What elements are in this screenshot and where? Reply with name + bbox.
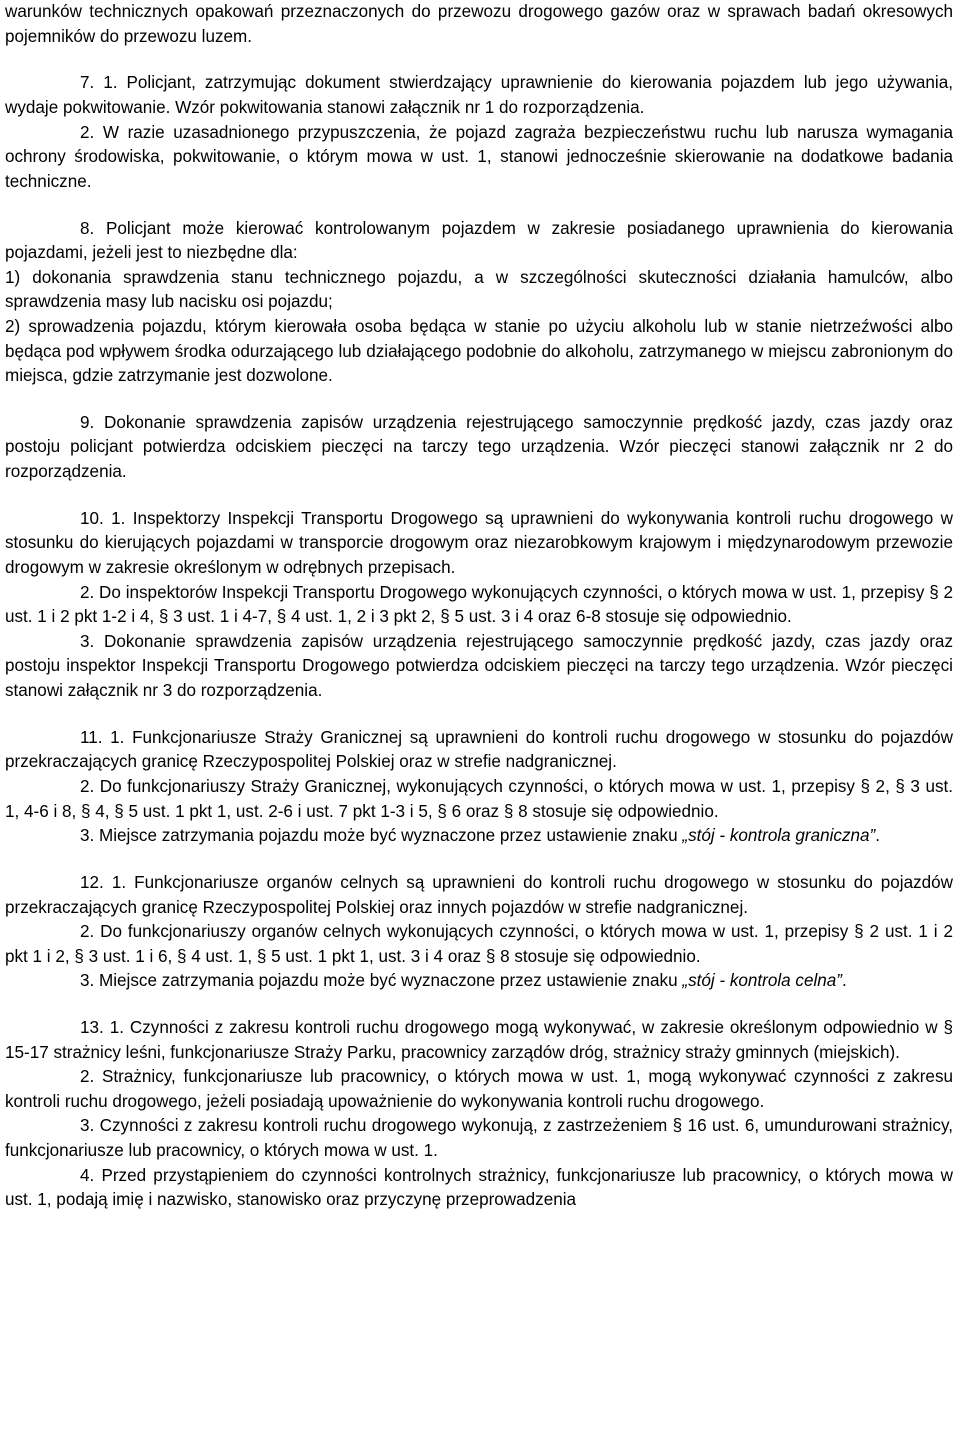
paragraph-text: § 5 ust. 1 pkt 1, ust. 3 i 4 oraz <box>256 946 486 966</box>
paragraph-p12_1 <box>5 871 953 920</box>
paragraph-text: 2. Do funkcjonariuszy organów celnych wykonujących czynności, o których mowa w ust. 1, przepisy <box>80 922 855 942</box>
paragraph-p12_2 <box>5 920 953 969</box>
paragraph-text: 2) sprowadzenia pojazdu, którym kierowała osoba będąca w stanie po użyciu alkoholu lub w stanie nietrzeźwości albo będąca pod wpływem środka odurzającego lub działającego podobnie do alkoholu, zatrzymanego w miejscu zabronionym do miejsca, gdzie zatrzymanie jest dozwolone. <box>5 316 953 386</box>
paragraph-text: 8. Policjant może kierować kontrolowanym pojazdem w zakresie posiadanego uprawnienia do kierowania pojazdami, jeżeli jest to niezbędne dla: <box>5 218 953 263</box>
paragraph-text: § 2 ust. 1 i 2 pkt 1 i 2, <box>5 922 953 966</box>
paragraph-text: § 5 ust. 3 i 4 oraz 6-8 stosuje się odpowiednio. <box>440 607 792 627</box>
paragraph-text: § 4 ust. 1, <box>177 946 257 966</box>
paragraph-text: 2. Do inspektorów Inspekcji Transportu Drogowego wykonujących czynności, o których mowa w ust. 1, przepisy <box>80 582 930 602</box>
paragraph-text: § 3 ust. 1, 4-6 i 8, <box>5 776 953 821</box>
paragraph-p8_1 <box>5 266 953 315</box>
paragraph-p11_1 <box>5 726 953 775</box>
paragraph-p9 <box>5 411 953 485</box>
paragraph-text: § 15-17 strażnicy leśni, funkcjonariusze Straży Parku, pracownicy zarządów dróg, strażnicy straży gminnych (miejskich). <box>5 1018 953 1062</box>
paragraph-text: § 2 ust. 1 i 2 pkt 1-2 i 4, <box>5 582 954 627</box>
paragraph-p7_2 <box>5 121 953 195</box>
paragraph-text: § 2, <box>860 776 896 796</box>
paragraph-text: § 4 ust. 1, 2 i 3 pkt 2, <box>276 607 441 627</box>
paragraph-p13_1 <box>5 1016 953 1065</box>
paragraph-p10_2 <box>5 581 953 630</box>
paragraph-p11_2 <box>5 775 953 824</box>
paragraph-text: 10. 1. Inspektorzy Inspekcji Transportu Drogowego są uprawnieni do wykonywania kontroli ruchu drogowego w stosunku do kierujących pojazdami w transporcie drogowym oraz niezarobkowym krajowym i międzynarodowym przewozie drogowym w zakresie określonym w odrębnych przepisach. <box>5 508 953 578</box>
paragraph-text: § 3 ust. 1 i 6, <box>74 946 177 966</box>
paragraph-text: § 16 ust. 6, umundurowani strażnicy, funkcjonariusze lub pracownicy, o których mowa w ust. 1. <box>5 1116 953 1161</box>
paragraph-text: . <box>841 971 847 991</box>
paragraph-text: 4. Przed przystąpieniem do czynności kontrolnych strażnicy, funkcjonariusze lub pracownicy, o których mowa w ust. 1, podają imię i nazwisko, stanowisko oraz przyczynę przeprowadzenia <box>5 1165 953 1210</box>
paragraph-p13_4 <box>5 1164 953 1213</box>
paragraph-text: warunków technicznych opakowań przeznaczonych do przewozu drogowego gazów oraz w sprawach badań okresowych pojemników do przewozu luzem. <box>5 2 953 46</box>
paragraph-text: 13. 1. Czynności z zakresu kontroli ruchu drogowego mogą wykonywać, w zakresie określonym odpowiednio w <box>80 1018 944 1038</box>
paragraph-text: 3. Miejsce zatrzymania pojazdu może być wyznaczone przez ustawienie znaku <box>80 826 683 846</box>
paragraph-text: 3. Dokonanie sprawdzenia zapisów urządzenia rejestrującego samoczynnie prędkość jazdy, czas jazdy oraz postoju inspektor Inspekcji Transportu Drogowego potwierdza odciskiem pieczęci na tarczy tego urządzenia. Wzór pieczęci stanowi załącznik nr 3 do rozporządzenia. <box>5 631 953 700</box>
paragraph-text: § 3 ust. 1 i 4-7, <box>158 607 277 627</box>
paragraph-text: 2. Strażnicy, funkcjonariusze lub pracownicy, o których mowa w ust. 1, mogą wykonywać czynności z zakresu kontroli ruchu drogowego, jeżeli posiadają upoważnienie do wykonywania kontroli ruchu drogowego. <box>5 1067 953 1111</box>
italic-sign-text: „stój - kontrola celna” <box>682 971 842 991</box>
paragraph-p8 <box>5 217 953 266</box>
paragraph-p11_3 <box>5 824 953 849</box>
paragraph-text: 11. 1. Funkcjonariusze Straży Granicznej są uprawnieni do kontroli ruchu drogowego w stosunku do pojazdów przekraczających granicę Rzeczypospolitej Polskiej oraz w strefie nadgranicznej. <box>5 727 953 772</box>
paragraph-p13_2 <box>5 1065 953 1114</box>
paragraph-p12_3 <box>5 969 953 994</box>
paragraph-p13_3 <box>5 1114 953 1163</box>
paragraph-p7_1 <box>5 71 953 120</box>
paragraph-p10_3 <box>5 630 953 704</box>
paragraph-p10_1 <box>5 507 953 581</box>
paragraph-text: 12. 1. Funkcjonariusze organów celnych są uprawnieni do kontroli ruchu drogowego w stosunku do pojazdów przekraczających granicę Rzeczypospolitej Polskiej oraz innych pojazdów w strefie nadgranicznej. <box>5 872 953 917</box>
paragraph-p8_2 <box>5 315 953 389</box>
paragraph-text: § 4, <box>81 801 115 821</box>
paragraph-text: 7. 1. Policjant, zatrzymując dokument stwierdzający uprawnienie do kierowania pojazdem lub jego używania, wydaje pokwitowanie. Wzór pokwitowania stanowi załącznik nr 1 do rozporządzenia. <box>5 73 953 117</box>
italic-sign-text: „stój - kontrola graniczna” <box>682 826 876 846</box>
paragraph-text: 2. Do funkcjonariuszy Straży Granicznej, wykonujących czynności, o których mowa w ust. 1, przepisy <box>80 776 861 796</box>
paragraph-p0 <box>5 0 953 49</box>
paragraph-text: . <box>875 826 880 846</box>
paragraph-text: § 8 stosuje się odpowiednio. <box>485 946 701 966</box>
paragraph-text: 3. Czynności z zakresu kontroli ruchu drogowego wykonują, z zastrzeżeniem <box>80 1116 673 1136</box>
paragraph-text: § 8 stosuje się odpowiednio. <box>503 801 719 821</box>
paragraph-text: § 5 ust. 1 pkt 1, ust. 2-6 i ust. 7 pkt 1-3 i 5, <box>114 801 438 821</box>
paragraph-text: 3. Miejsce zatrzymania pojazdu może być wyznaczone przez ustawienie znaku <box>80 971 683 991</box>
paragraph-text: § 6 oraz <box>437 801 504 821</box>
paragraph-text: 9. Dokonanie sprawdzenia zapisów urządzenia rejestrującego samoczynnie prędkość jazdy, czas jazdy oraz postoju policjant potwierdza odciskiem pieczęci na tarczy tego urządzenia. Wzór pieczęci stanowi załącznik nr 2 do rozporządzenia. <box>5 412 953 482</box>
paragraph-text: 1) dokonania sprawdzenia stanu technicznego pojazdu, a w szczególności skuteczności działania hamulców, albo sprawdzenia masy lub nacisku osi pojazdu; <box>5 267 953 312</box>
paragraph-text: 2. W razie uzasadnionego przypuszczenia, że pojazd zagraża bezpieczeństwu ruchu lub narusza wymagania ochrony środowiska, pokwitowanie, o którym mowa w ust. 1, stanowi jednocześnie skierowanie na dodatkowe badania techniczne. <box>5 122 953 191</box>
